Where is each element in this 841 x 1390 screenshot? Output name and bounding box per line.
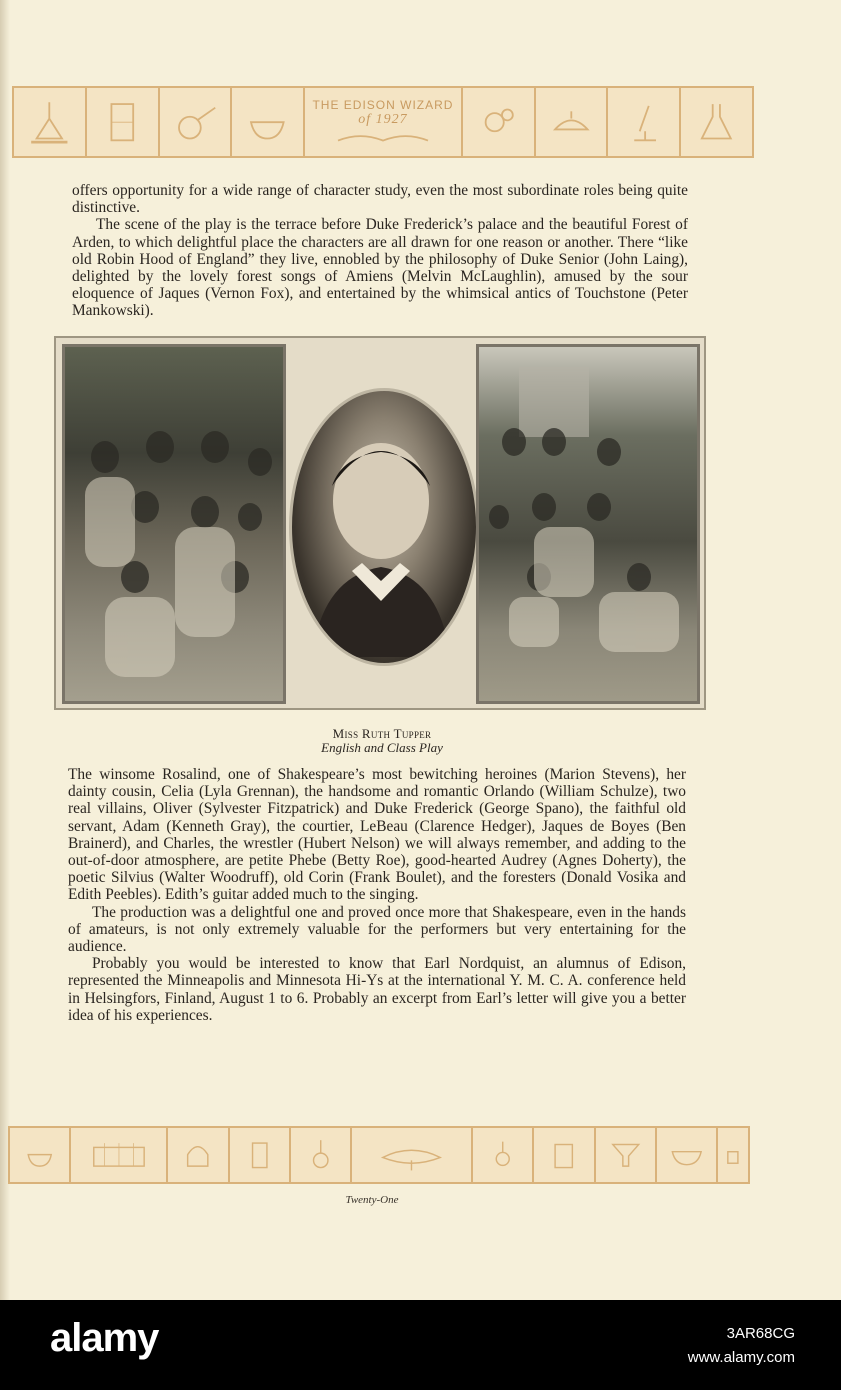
intro-text	[72, 182, 688, 320]
header-banner	[12, 86, 754, 158]
body-paragraph: The winsome Rosalind, one of Shakespeare’s most bewitching heroines (Marion Stevens), her dainty cousin, Celia (Lyla Grennan), the handsome and romantic Orlando (William Schulze), two real villains, Oliver (Sylvester Fitzpatrick) and Duke Frederick (George Spano), the faithful old servant, Adam (Kenneth Gray), the courtier, LeBeau (Clarence Hedger), Jaques de Boyes (Ben Brainerd), and Charles, the wrestler (Hubert Nelson) we will always remember, and adding to the out-of-door atmosphere, are petite Phebe (Betty Roe), good-hearted Audrey (Agnes Doherty), the poetic Silvius (Walter Woodruff), old Corin (Frank Boulet), and the foresters (Donald Vosika and Edith Peebles). Edith’s guitar added much to the singing.	[68, 766, 686, 904]
alamy-logo: alamy	[50, 1316, 159, 1360]
jar-icon	[230, 1128, 291, 1182]
mortar-pestle-icon	[10, 1128, 71, 1182]
test-tube-rack-icon	[71, 1128, 168, 1182]
footer-banner	[8, 1126, 750, 1184]
banner-title	[305, 88, 463, 156]
basin-icon	[657, 1128, 718, 1182]
mortar-bowl-icon	[232, 88, 305, 156]
body-paragraph: The production was a delightful one and proved once more that Shakespeare, even in the hands of amateurs, is not only extremely valuable for the performers but very entertaining for the audience.	[68, 903, 686, 956]
flask-stand-icon	[473, 1128, 534, 1182]
beaker-icon	[87, 88, 160, 156]
cast-figures-left	[65, 347, 283, 701]
conical-flask-icon	[681, 88, 752, 156]
photo-panel	[54, 336, 706, 710]
open-book-icon	[323, 128, 443, 146]
banner-year: of 1927	[358, 112, 408, 127]
cast-figures-right	[479, 347, 697, 701]
page-gutter-shadow	[0, 0, 10, 1300]
body-text	[68, 766, 686, 1024]
image-id: 3AR68CG	[726, 1325, 795, 1342]
intro-paragraph: The scene of the play is the terrace before Duke Frederick’s palace and the beautiful Forest of Arden, to which delightful place the characters are all drawn for one reason or another. There “like old Robin Hood of England” they live, ennobled by the philosophy of Duke Senior (John Laing), delighted by the lovely forest songs of Amiens (Melvin McLaughlin), amused by the sour eloquence of Jaques (Vernon Fox), and entertained by the whimsical antics of Touchstone (Peter Mankowski).	[72, 216, 688, 320]
portrait-caption-role: English and Class Play	[321, 740, 443, 755]
oil-lamp-icon	[536, 88, 609, 156]
cylinder-jar-icon	[534, 1128, 595, 1182]
small-cup-icon	[718, 1128, 748, 1182]
intro-paragraph: offers opportunity for a wide range of character study, even the most subordinate roles being quite distinctive.	[72, 182, 688, 217]
stock-url: www.alamy.com	[687, 1349, 795, 1366]
bell-jar-icon	[168, 1128, 229, 1182]
banner-title-text: THE EDISON WIZARD	[312, 98, 454, 112]
microscope-icon	[608, 88, 681, 156]
page-number: Twenty-One	[345, 1194, 399, 1206]
magic-lamp-icon	[352, 1128, 473, 1182]
lab-flask-stand-icon	[14, 88, 87, 156]
portrait-figure	[292, 391, 470, 657]
retort-icon	[160, 88, 233, 156]
stock-info	[688, 1322, 795, 1370]
cast-group-photo-left	[62, 344, 286, 704]
round-flask-icon	[291, 1128, 352, 1182]
ruth-tupper-portrait	[289, 388, 479, 666]
body-paragraph: Probably you would be interested to know that Earl Nordquist, an alumnus of Edison, represented the Minneapolis and Minnesota Hi-Ys at the international Y. M. C. A. conference held in Helsingfors, Finland, August 1 to 6. Probably an excerpt from Earl’s letter will give you a better idea of his experiences.	[68, 955, 686, 1024]
gear-cluster-icon	[463, 88, 536, 156]
portrait-caption-name: Miss Ruth Tupper	[332, 726, 432, 741]
cast-group-photo-right	[476, 344, 700, 704]
funnel-icon	[596, 1128, 657, 1182]
